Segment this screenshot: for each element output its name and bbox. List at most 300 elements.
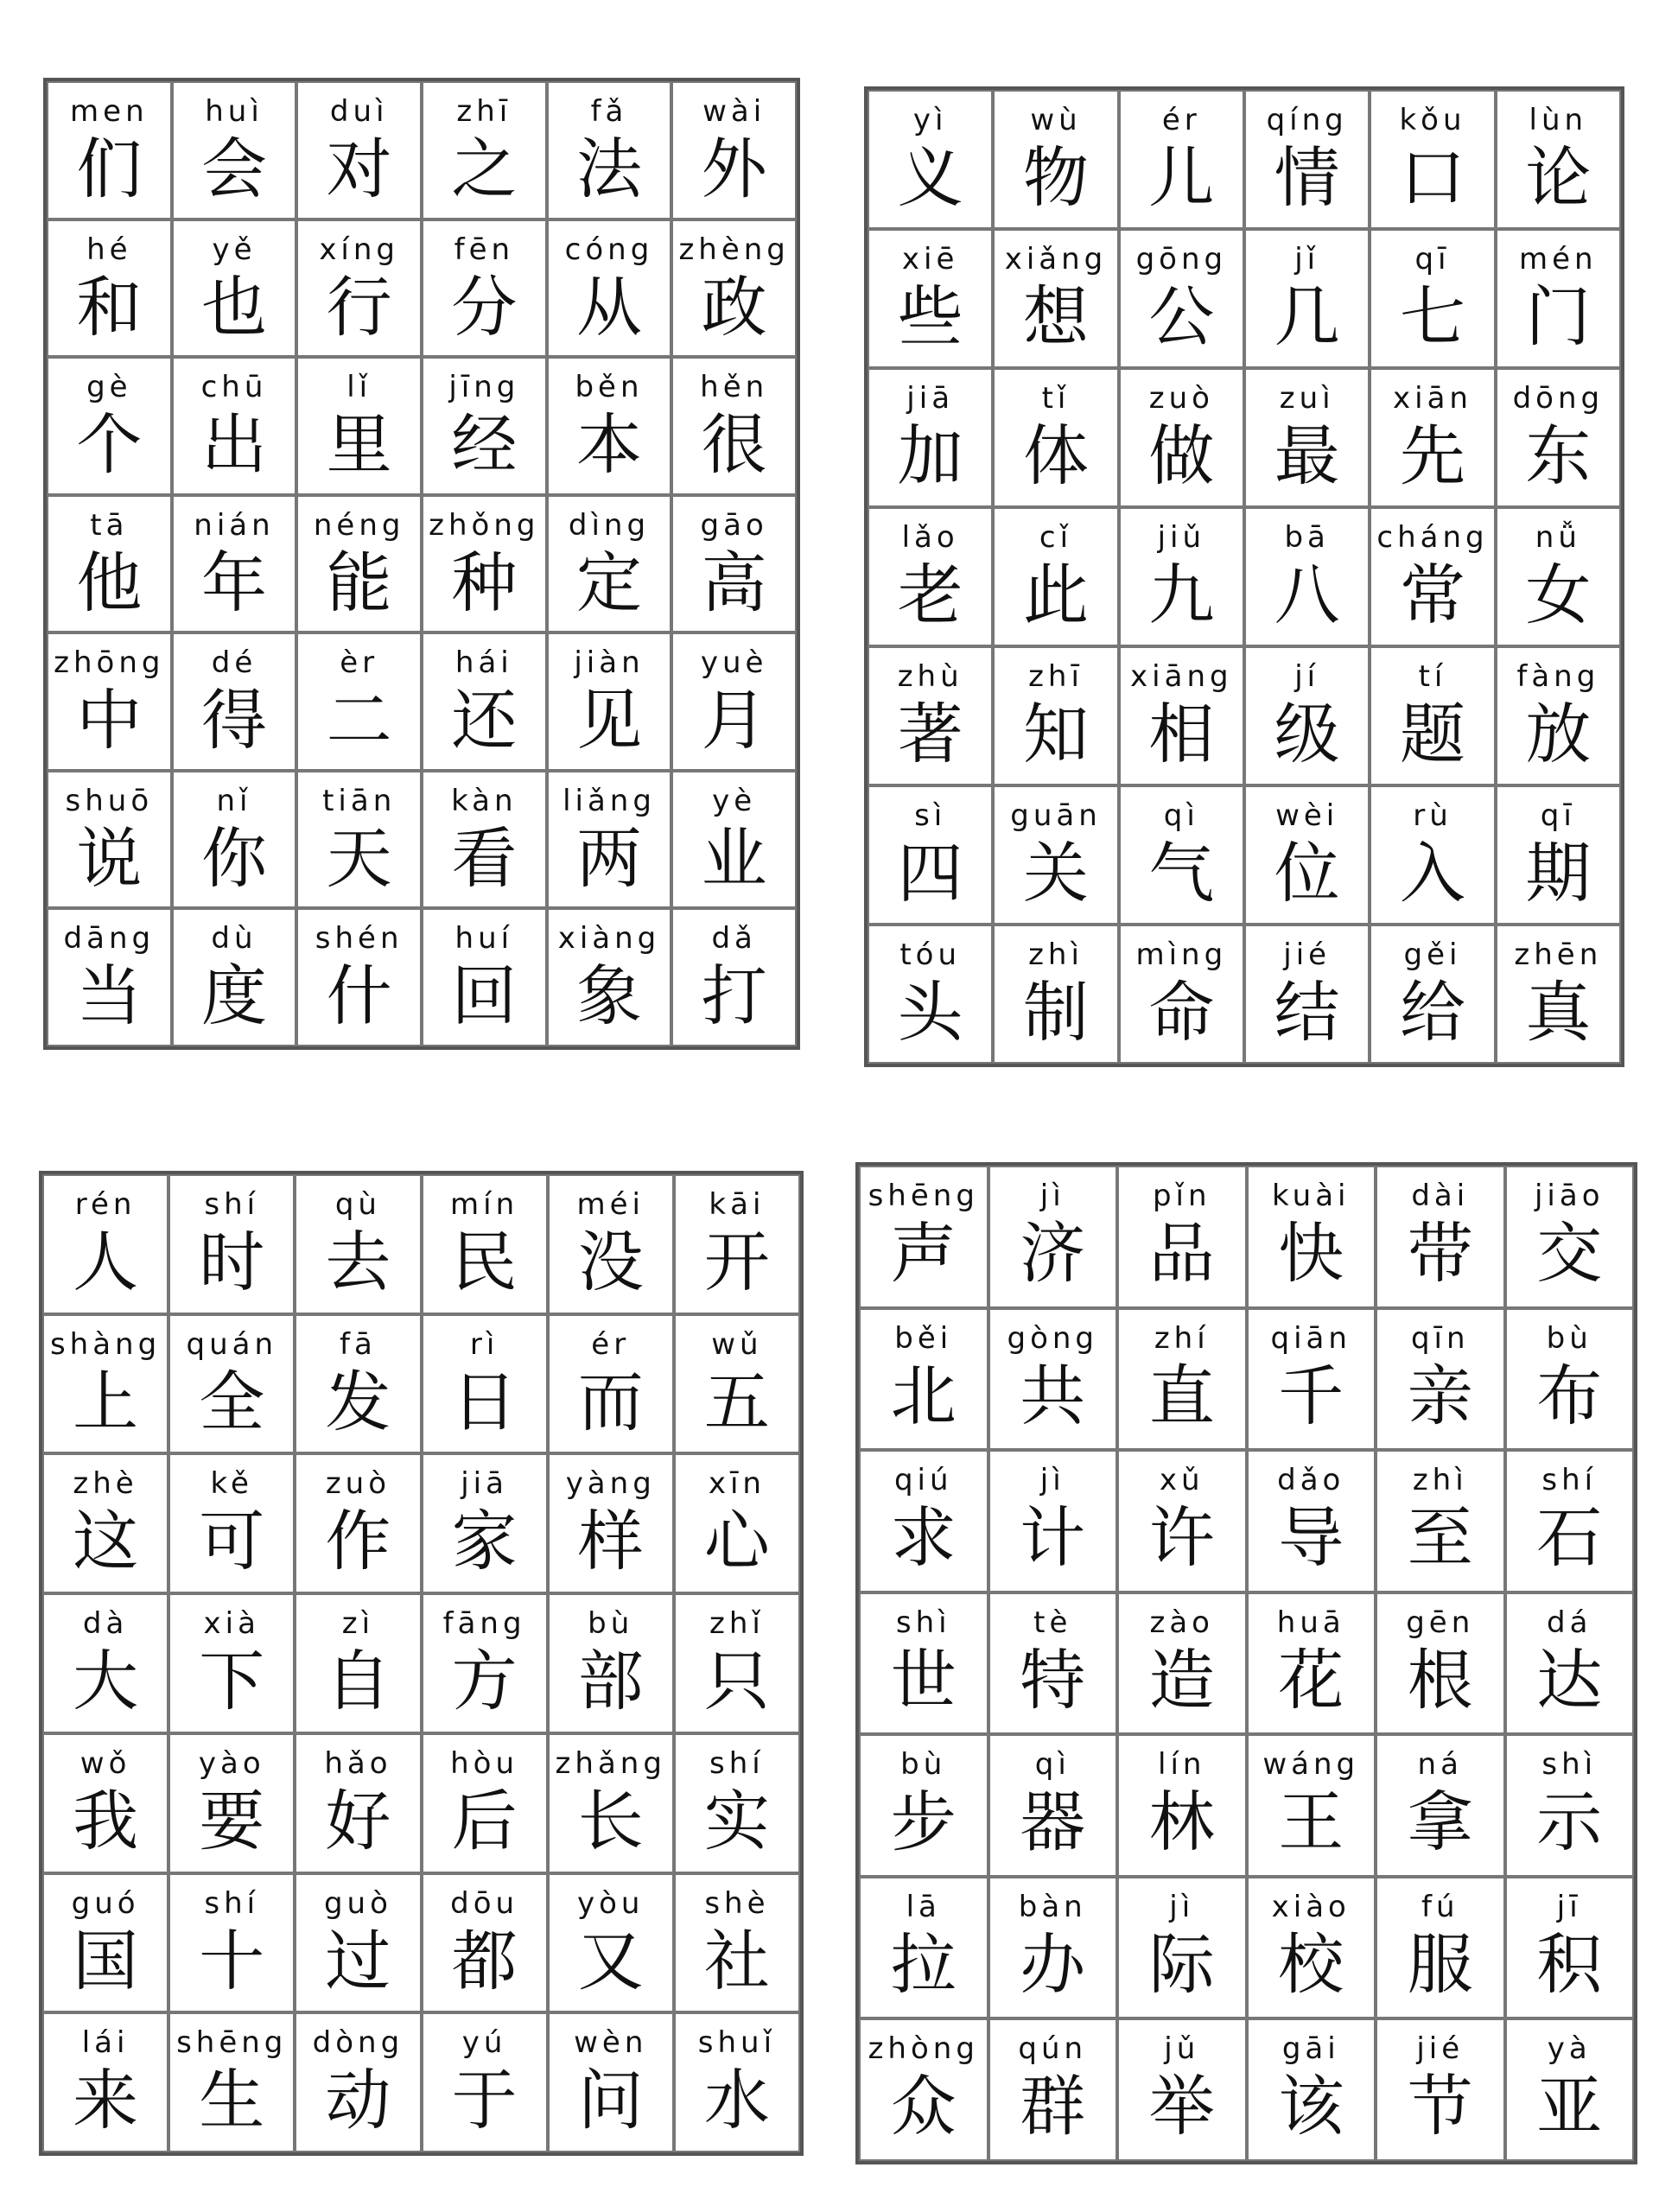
hanzi-character: 著: [897, 696, 963, 772]
pinyin-label: jiàn: [574, 645, 645, 681]
char-cell: [548, 1873, 674, 2013]
pinyin-label: shēng: [176, 2025, 288, 2061]
hanzi-character: 民: [451, 1224, 518, 1300]
char-cell: [47, 357, 172, 495]
pinyin-label: tǐ: [1041, 381, 1071, 416]
pinyin-label: kǒu: [1399, 103, 1466, 137]
pinyin-label: tí: [1418, 659, 1447, 694]
char-cell: [859, 2018, 988, 2161]
hanzi-character: 制: [1022, 974, 1089, 1051]
pinyin-label: xiǎng: [1004, 242, 1108, 276]
pinyin-label: bàn: [1018, 1889, 1087, 1924]
char-cell: [671, 81, 797, 219]
pinyin-label: zhí: [1154, 1320, 1210, 1356]
hanzi-character: 气: [1148, 835, 1215, 912]
hanzi-character: 该: [1278, 2068, 1344, 2145]
pinyin-label: jié: [1283, 938, 1332, 972]
char-cell: [548, 1733, 674, 1873]
hanzi-character: 见: [575, 682, 642, 760]
char-cell: [1370, 229, 1495, 368]
pinyin-label: lái: [81, 2025, 130, 2061]
char-cell: [993, 646, 1118, 785]
char-cell: [1376, 2018, 1505, 2161]
pinyin-label: lǎo: [901, 520, 959, 555]
pinyin-label: jī: [1556, 1889, 1582, 1924]
hanzi-character: 于: [451, 2062, 518, 2139]
hanzi-character: 达: [1536, 1641, 1603, 1719]
char-cell: [172, 357, 297, 495]
hanzi-character: 千: [1278, 1357, 1344, 1434]
pinyin-label: dōu: [450, 1885, 519, 1921]
hanzi-character: 国: [73, 1922, 139, 1999]
pinyin-label: shàng: [49, 1326, 162, 1362]
hanzi-character: 只: [703, 1643, 770, 1720]
char-cell: [988, 1308, 1118, 1451]
pinyin-label: shén: [315, 921, 404, 957]
char-cell: [1119, 925, 1244, 1064]
char-cell: [47, 908, 172, 1046]
hanzi-character: 品: [1148, 1215, 1215, 1292]
char-cell: [1370, 90, 1495, 229]
pinyin-label: jiā: [906, 381, 955, 416]
char-cell: [547, 908, 672, 1046]
pinyin-label: ná: [1417, 1747, 1463, 1783]
hanzi-character: 可: [199, 1503, 265, 1580]
hanzi-character: 说: [76, 819, 143, 897]
char-cell: [168, 1733, 295, 1873]
pinyin-label: mín: [450, 1187, 519, 1222]
pinyin-label: kàn: [451, 783, 518, 818]
hanzi-character: 先: [1399, 417, 1465, 494]
char-cell: [1117, 1450, 1247, 1592]
char-cell: [1496, 925, 1621, 1064]
hanzi-character: 拿: [1407, 1783, 1473, 1861]
hanzi-character: 问: [577, 2062, 644, 2139]
hanzi-character: 计: [1020, 1499, 1086, 1577]
character-grid-2: [864, 86, 1624, 1067]
char-cell: [1244, 785, 1370, 925]
pinyin-label: shì: [1541, 1747, 1598, 1783]
char-cell: [674, 1593, 800, 1733]
char-cell: [172, 495, 297, 633]
char-cell: [42, 1873, 168, 2013]
pinyin-label: zhī: [1028, 659, 1084, 694]
pinyin-label: jǐ: [1294, 242, 1320, 276]
hanzi-character: 回: [451, 957, 518, 1035]
char-cell: [547, 495, 672, 633]
pinyin-label: zhì: [1028, 938, 1084, 972]
hanzi-character: 二: [326, 682, 392, 760]
hanzi-character: 也: [200, 268, 267, 346]
char-cell: [993, 90, 1118, 229]
pinyin-label: wèi: [1275, 798, 1339, 833]
pinyin-label: lǐ: [346, 370, 372, 405]
hanzi-character: 最: [1274, 417, 1340, 494]
char-cell: [422, 1453, 548, 1593]
hanzi-character: 们: [76, 130, 143, 207]
char-cell: [988, 2018, 1118, 2161]
pinyin-label: zhèng: [678, 232, 790, 267]
hanzi-character: 象: [575, 957, 642, 1035]
pinyin-label: wáng: [1262, 1747, 1360, 1783]
char-cell: [295, 1453, 421, 1593]
pinyin-label: hé: [86, 232, 132, 267]
pinyin-label: bā: [1284, 520, 1330, 555]
char-cell: [547, 632, 672, 771]
pinyin-label: ér: [1161, 103, 1201, 137]
char-cell: [1505, 1308, 1635, 1451]
pinyin-label: rì: [469, 1326, 499, 1362]
char-cell: [422, 81, 547, 219]
hanzi-character: 和: [76, 268, 143, 346]
hanzi-character: 打: [701, 957, 767, 1035]
hanzi-character: 日: [451, 1363, 518, 1440]
pinyin-label: lā: [906, 1889, 941, 1924]
char-cell: [993, 229, 1118, 368]
pinyin-label: xiāng: [1130, 659, 1233, 694]
pinyin-label: lùn: [1529, 103, 1588, 137]
hanzi-character: 群: [1020, 2068, 1086, 2145]
hanzi-character: 时: [199, 1224, 265, 1300]
char-cell: [42, 1174, 168, 1314]
hanzi-character: 做: [1148, 417, 1215, 494]
hanzi-character: 办: [1020, 1925, 1086, 2003]
hanzi-character: 能: [326, 543, 392, 621]
hanzi-character: 拉: [890, 1925, 957, 2003]
char-cell: [168, 1174, 295, 1314]
char-cell: [1117, 2018, 1247, 2161]
hanzi-character: 题: [1399, 696, 1465, 772]
pinyin-label: fàng: [1516, 659, 1600, 694]
char-cell: [1376, 1734, 1505, 1877]
char-cell: [859, 1592, 988, 1735]
pinyin-label: zhǐ: [709, 1606, 765, 1642]
pinyin-label: běi: [894, 1320, 953, 1356]
pinyin-label: fǎ: [590, 94, 628, 129]
char-cell: [1247, 1308, 1376, 1451]
char-cell: [1505, 2018, 1635, 2161]
hanzi-character: 特: [1020, 1641, 1086, 1719]
char-cell: [422, 632, 547, 771]
char-cell: [671, 357, 797, 495]
char-cell: [1370, 785, 1495, 925]
hanzi-character: 入: [1399, 835, 1465, 912]
pinyin-label: cóng: [564, 232, 654, 267]
hanzi-character: 交: [1536, 1215, 1603, 1292]
hanzi-character: 什: [326, 957, 392, 1035]
char-cell: [296, 357, 422, 495]
pinyin-label: shí: [1541, 1463, 1598, 1498]
char-cell: [1496, 507, 1621, 646]
pinyin-label: yào: [198, 1745, 265, 1781]
char-cell: [1370, 925, 1495, 1064]
char-cell: [993, 507, 1118, 646]
pinyin-label: zuò: [1148, 381, 1214, 416]
pinyin-label: yě: [212, 232, 257, 267]
char-cell: [172, 632, 297, 771]
hanzi-character: 八: [1274, 556, 1340, 633]
char-cell: [674, 2012, 800, 2152]
char-cell: [1505, 1450, 1635, 1592]
char-cell: [422, 357, 547, 495]
hanzi-character: 部: [577, 1643, 644, 1720]
char-cell: [1376, 1308, 1505, 1451]
pinyin-label: huì: [205, 94, 264, 129]
char-cell: [1370, 368, 1495, 507]
hanzi-character: 四: [897, 835, 963, 912]
hanzi-character: 物: [1022, 139, 1089, 216]
hanzi-character: 分: [451, 268, 518, 346]
char-cell: [988, 1734, 1118, 1877]
hanzi-character: 后: [451, 1782, 518, 1859]
hanzi-character: 门: [1525, 278, 1592, 355]
pinyin-label: qì: [1034, 1747, 1071, 1783]
pinyin-label: dé: [211, 645, 257, 681]
char-cell: [674, 1453, 800, 1593]
pinyin-label: tè: [1033, 1605, 1072, 1640]
char-cell: [168, 1314, 295, 1454]
hanzi-character: 众: [890, 2068, 957, 2145]
pinyin-label: shēng: [868, 1179, 979, 1213]
hanzi-character: 水: [703, 2062, 770, 2139]
char-cell: [1117, 1877, 1247, 2019]
pinyin-label: jì: [1039, 1179, 1065, 1213]
pinyin-label: gè: [86, 370, 132, 405]
hanzi-character: 期: [1525, 835, 1592, 912]
char-cell: [859, 1877, 988, 2019]
pinyin-label: kě: [210, 1466, 253, 1502]
pinyin-label: jiāo: [1534, 1179, 1605, 1213]
hanzi-character: 来: [73, 2062, 139, 2139]
pinyin-label: dǎ: [711, 921, 757, 957]
hanzi-character: 常: [1399, 556, 1465, 633]
pinyin-label: zhēn: [1514, 938, 1603, 972]
pinyin-label: jiǔ: [1157, 520, 1206, 555]
pinyin-label: zào: [1149, 1605, 1214, 1640]
pinyin-label: zhè: [73, 1466, 138, 1502]
pinyin-label: shì: [895, 1605, 951, 1640]
hanzi-character: 些: [897, 278, 963, 355]
pinyin-label: yè: [712, 783, 757, 818]
char-cell: [172, 908, 297, 1046]
char-cell: [1505, 1877, 1635, 2019]
pinyin-label: jǔ: [1164, 2031, 1200, 2067]
pinyin-label: yú: [461, 2025, 507, 2061]
hanzi-character: 还: [451, 682, 518, 760]
char-cell: [548, 1174, 674, 1314]
hanzi-character: 造: [1148, 1641, 1215, 1719]
char-cell: [671, 219, 797, 358]
pinyin-label: méi: [576, 1187, 645, 1222]
pinyin-label: rù: [1413, 798, 1452, 833]
pinyin-label: wǒ: [79, 1745, 131, 1781]
hanzi-character: 级: [1274, 696, 1340, 772]
char-cell: [548, 1453, 674, 1593]
pinyin-label: cháng: [1376, 520, 1489, 555]
char-cell: [422, 495, 547, 633]
pinyin-label: fāng: [442, 1606, 526, 1642]
char-cell: [295, 1733, 421, 1873]
pinyin-label: hěn: [700, 370, 769, 405]
hanzi-character: 林: [1148, 1783, 1215, 1861]
hanzi-character: 要: [199, 1782, 265, 1859]
char-cell: [988, 1166, 1118, 1308]
hanzi-character: 去: [325, 1224, 391, 1300]
hanzi-character: 头: [897, 974, 963, 1051]
char-cell: [1247, 1166, 1376, 1308]
char-cell: [295, 1873, 421, 2013]
hanzi-character: 关: [1022, 835, 1089, 912]
char-cell: [1244, 368, 1370, 507]
pinyin-label: shí: [204, 1885, 260, 1921]
char-cell: [868, 507, 993, 646]
pinyin-label: xīn: [708, 1466, 766, 1502]
hanzi-character: 出: [200, 406, 267, 484]
pinyin-label: qún: [1018, 2031, 1088, 2067]
char-cell: [868, 925, 993, 1064]
hanzi-character: 导: [1278, 1499, 1344, 1577]
char-cell: [47, 632, 172, 771]
hanzi-character: 校: [1278, 1925, 1344, 2003]
pinyin-label: dōng: [1512, 381, 1605, 416]
hanzi-character: 十: [199, 1922, 265, 1999]
pinyin-label: nǐ: [216, 783, 252, 818]
pinyin-label: tóu: [899, 938, 961, 972]
char-cell: [548, 2012, 674, 2152]
char-cell: [422, 219, 547, 358]
char-cell: [1244, 229, 1370, 368]
hanzi-character: 从: [575, 268, 642, 346]
hanzi-character: 亲: [1407, 1357, 1473, 1434]
char-cell: [671, 908, 797, 1046]
pinyin-label: dòng: [312, 2025, 404, 2061]
char-cell: [42, 2012, 168, 2152]
char-cell: [547, 357, 672, 495]
hanzi-character: 法: [575, 130, 642, 207]
char-cell: [168, 1453, 295, 1593]
char-cell: [1496, 368, 1621, 507]
pinyin-label: xiàng: [557, 921, 661, 957]
char-cell: [1244, 646, 1370, 785]
char-cell: [296, 219, 422, 358]
char-cell: [993, 785, 1118, 925]
char-cell: [547, 219, 672, 358]
char-cell: [1117, 1308, 1247, 1451]
character-grid-1: [43, 78, 800, 1050]
hanzi-character: 之: [451, 130, 518, 207]
hanzi-character: 样: [577, 1503, 644, 1580]
char-cell: [47, 771, 172, 909]
char-cell: [674, 1873, 800, 2013]
hanzi-character: 大: [73, 1643, 139, 1720]
pinyin-label: yà: [1547, 2031, 1592, 2067]
hanzi-character: 节: [1407, 2068, 1473, 2145]
pinyin-label: qiān: [1270, 1320, 1351, 1356]
hanzi-character: 根: [1407, 1641, 1473, 1719]
hanzi-character: 得: [200, 682, 267, 760]
pinyin-label: duì: [329, 94, 389, 129]
char-cell: [422, 771, 547, 909]
hanzi-character: 上: [73, 1363, 139, 1440]
char-cell: [1117, 1592, 1247, 1735]
char-cell: [422, 1733, 548, 1873]
char-cell: [547, 771, 672, 909]
char-cell: [422, 2012, 548, 2152]
hanzi-character: 举: [1148, 2068, 1215, 2145]
char-cell: [674, 1314, 800, 1454]
char-cell: [1505, 1166, 1635, 1308]
char-cell: [168, 1873, 295, 2013]
pinyin-label: mìng: [1135, 938, 1228, 972]
hanzi-character: 当: [76, 957, 143, 1035]
pinyin-label: xíng: [319, 232, 400, 267]
pinyin-label: huā: [1276, 1605, 1345, 1640]
pinyin-label: xiē: [901, 242, 959, 276]
char-cell: [1117, 1734, 1247, 1877]
hanzi-character: 想: [1022, 278, 1089, 355]
pinyin-label: lín: [1158, 1747, 1206, 1783]
hanzi-character: 布: [1536, 1357, 1603, 1434]
hanzi-character: 个: [76, 406, 143, 484]
char-cell: [42, 1314, 168, 1454]
hanzi-character: 七: [1399, 278, 1465, 355]
pinyin-label: wù: [1030, 103, 1082, 137]
hanzi-character: 放: [1525, 696, 1592, 772]
hanzi-character: 方: [451, 1643, 518, 1720]
hanzi-character: 声: [890, 1215, 957, 1292]
pinyin-label: xiān: [1393, 381, 1472, 416]
hanzi-character: 义: [897, 139, 963, 216]
hanzi-character: 发: [325, 1363, 391, 1440]
char-cell: [671, 632, 797, 771]
char-cell: [1117, 1166, 1247, 1308]
char-cell: [1496, 785, 1621, 925]
pinyin-label: qī: [1414, 242, 1451, 276]
char-cell: [1247, 2018, 1376, 2161]
char-cell: [422, 908, 547, 1046]
pinyin-label: nián: [194, 507, 275, 543]
char-cell: [1119, 507, 1244, 646]
char-cell: [1247, 1592, 1376, 1735]
char-cell: [868, 785, 993, 925]
pinyin-label: gěi: [1403, 938, 1462, 972]
pinyin-label: guó: [71, 1885, 140, 1921]
hanzi-character: 实: [703, 1782, 770, 1859]
pinyin-label: qì: [1163, 798, 1199, 833]
pinyin-label: fēn: [454, 232, 515, 267]
pinyin-label: dài: [1411, 1179, 1470, 1213]
char-cell: [296, 771, 422, 909]
pinyin-label: jì: [1169, 1889, 1195, 1924]
hanzi-character: 体: [1022, 417, 1089, 494]
pinyin-label: bù: [588, 1606, 634, 1642]
pinyin-label: yì: [912, 103, 948, 137]
char-cell: [172, 771, 297, 909]
char-cell: [1376, 1450, 1505, 1592]
char-cell: [1247, 1450, 1376, 1592]
char-cell: [172, 81, 297, 219]
pinyin-label: xià: [203, 1606, 260, 1642]
char-cell: [1119, 646, 1244, 785]
pinyin-label: zhǒng: [429, 507, 540, 543]
hanzi-character: 全: [199, 1363, 265, 1440]
pinyin-label: bù: [1546, 1320, 1592, 1356]
char-cell: [295, 1314, 421, 1454]
pinyin-label: pǐn: [1152, 1179, 1211, 1213]
hanzi-character: 结: [1274, 974, 1340, 1051]
pinyin-label: qíng: [1266, 103, 1348, 137]
hanzi-character: 过: [325, 1922, 391, 1999]
